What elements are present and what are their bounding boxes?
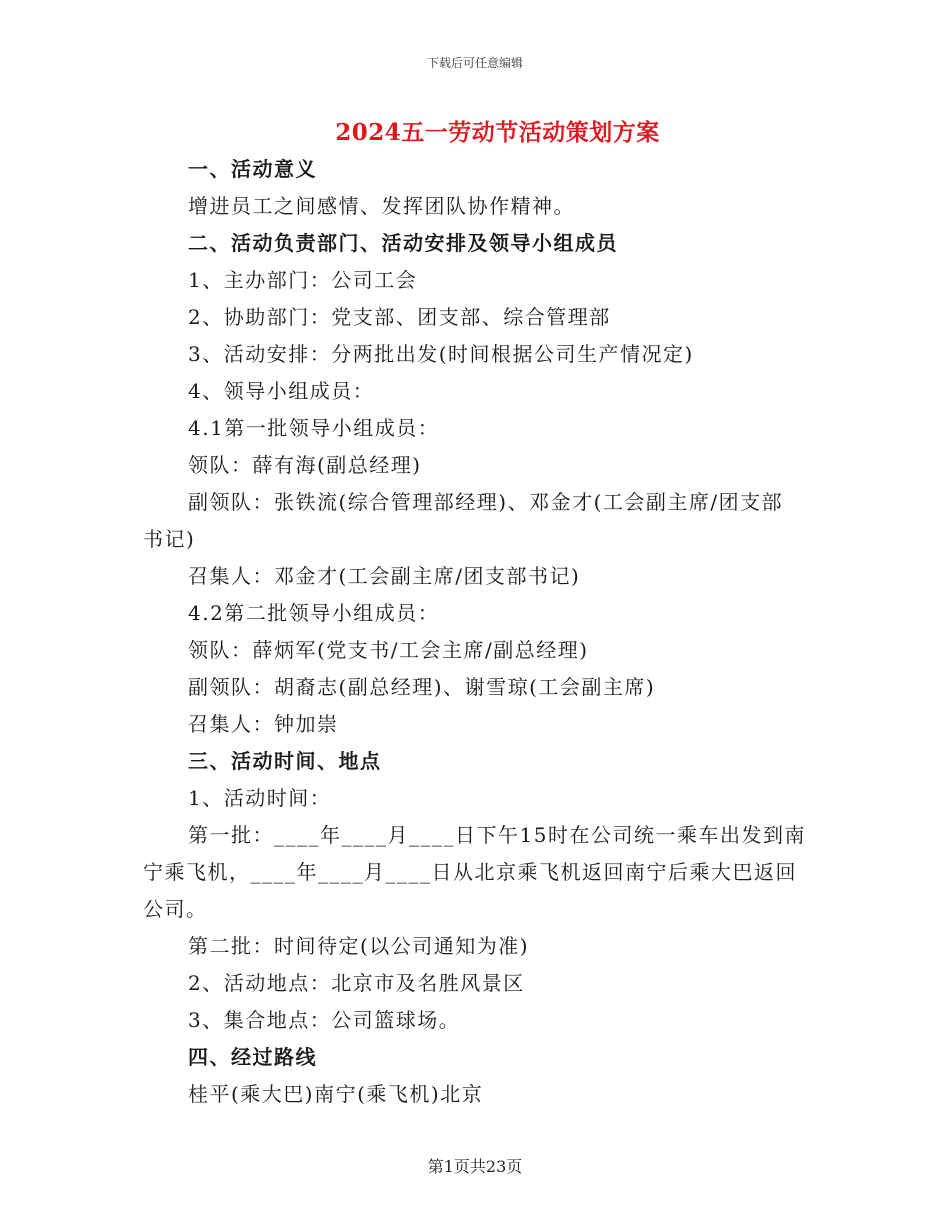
paragraph-line: 第一批：____年____月____日下午15时在公司统一乘车出发到南 [188,823,806,847]
paragraph-line: 领队：薛有海(副总经理) [188,453,422,477]
section-heading: 四、经过路线 [188,1045,317,1069]
paragraph-line: 第二批：时间待定(以公司通知为准) [188,934,530,958]
paragraph-line: 4.2第二批领导小组成员： [188,601,440,625]
page-footer: 第1页共23页 [427,1157,523,1176]
paragraph-line: 领队：薛炳军(党支书/工会主席/副总经理) [188,638,589,662]
paragraph-line: 2、活动地点：北京市及名胜风景区 [188,971,525,995]
paragraph-line: 增进员工之间感情、发挥团队协作精神。 [188,194,575,218]
paragraph-line: 召集人：钟加崇 [188,712,339,736]
paragraph-line: 桂平(乘大巴)南宁(乘飞机)北京 [188,1082,484,1106]
paragraph-line: 副领队：胡裔志(副总经理)、谢雪琼(工会副主席) [188,675,656,699]
section-heading: 二、活动负责部门、活动安排及领导小组成员 [188,231,618,255]
paragraph-line: 1、主办部门：公司工会 [188,268,418,292]
paragraph-line: 公司。 [143,897,208,921]
document-title: 2024五一劳动节活动策划方案 [335,119,660,146]
paragraph-line: 3、集合地点：公司篮球场。 [188,1008,461,1032]
section-heading: 一、活动意义 [188,157,317,181]
paragraph-line: 书记) [143,527,196,551]
paragraph-line: 4.1第一批领导小组成员： [188,416,440,440]
paragraph-line: 副领队：张铁流(综合管理部经理)、邓金才(工会副主席/团支部 [188,490,784,514]
paragraph-line: 宁乘飞机，____年____月____日从北京乘飞机返回南宁后乘大巴返回 [143,860,797,884]
header-note: 下载后可任意编辑 [426,56,523,70]
paragraph-line: 召集人：邓金才(工会副主席/团支部书记) [188,564,581,588]
section-heading: 三、活动时间、地点 [188,749,382,773]
paragraph-line: 1、活动时间： [188,786,332,810]
paragraph-line: 3、活动安排：分两批出发(时间根据公司生产情况定) [188,342,694,366]
paragraph-line: 2、协助部门：党支部、团支部、综合管理部 [188,305,611,329]
paragraph-line: 4、领导小组成员： [188,379,375,403]
